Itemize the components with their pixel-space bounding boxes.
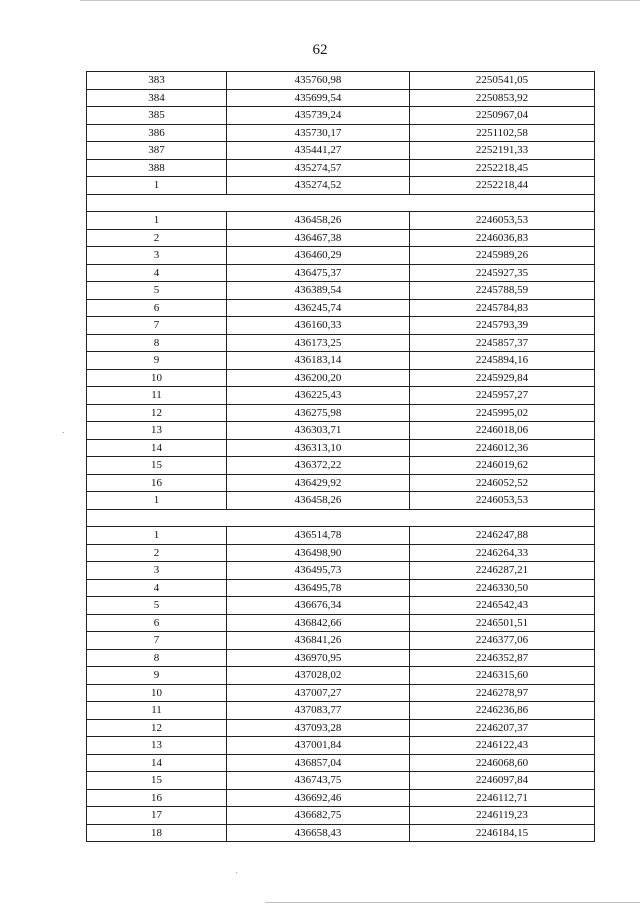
x-coordinate-cell: 435274,57 xyxy=(227,159,410,177)
y-coordinate-cell: 2246122,43 xyxy=(410,737,595,755)
coordinates-table xyxy=(86,71,595,842)
table-row xyxy=(87,737,595,755)
x-coordinate-cell: 436275,98 xyxy=(227,404,410,422)
x-coordinate-cell: 437001,84 xyxy=(227,737,410,755)
x-coordinate-cell: 436841,26 xyxy=(227,632,410,650)
point-number-cell: 2 xyxy=(87,229,227,247)
y-coordinate-cell: 2246053,53 xyxy=(410,492,595,510)
x-coordinate-cell: 436475,37 xyxy=(227,264,410,282)
point-number-cell: 14 xyxy=(87,439,227,457)
table-row xyxy=(87,702,595,720)
table-row xyxy=(87,264,595,282)
y-coordinate-cell: 2246097,84 xyxy=(410,772,595,790)
table-row xyxy=(87,334,595,352)
table-row xyxy=(87,667,595,685)
table-row xyxy=(87,527,595,545)
x-coordinate-cell: 436495,78 xyxy=(227,579,410,597)
x-coordinate-cell: 436498,90 xyxy=(227,544,410,562)
y-coordinate-cell: 2245929,84 xyxy=(410,369,595,387)
table-row xyxy=(87,299,595,317)
y-coordinate-cell: 2246053,53 xyxy=(410,212,595,230)
group-separator-cell xyxy=(87,194,595,212)
point-number-cell: 4 xyxy=(87,579,227,597)
table-row xyxy=(87,369,595,387)
point-number-cell: 10 xyxy=(87,369,227,387)
scan-edge-bottom xyxy=(265,902,640,903)
table-row xyxy=(87,614,595,632)
y-coordinate-cell: 2246278,97 xyxy=(410,684,595,702)
point-number-cell: 16 xyxy=(87,789,227,807)
x-coordinate-cell: 437093,28 xyxy=(227,719,410,737)
x-coordinate-cell: 436692,46 xyxy=(227,789,410,807)
x-coordinate-cell: 436313,10 xyxy=(227,439,410,457)
table-row xyxy=(87,107,595,125)
y-coordinate-cell: 2245989,26 xyxy=(410,247,595,265)
x-coordinate-cell: 436842,66 xyxy=(227,614,410,632)
group-separator-row xyxy=(87,194,595,212)
x-coordinate-cell: 436514,78 xyxy=(227,527,410,545)
x-coordinate-cell: 435760,98 xyxy=(227,72,410,90)
point-number-cell: 386 xyxy=(87,124,227,142)
x-coordinate-cell: 436458,26 xyxy=(227,492,410,510)
point-number-cell: 6 xyxy=(87,299,227,317)
y-coordinate-cell: 2246315,60 xyxy=(410,667,595,685)
table-row xyxy=(87,807,595,825)
x-coordinate-cell: 436389,54 xyxy=(227,282,410,300)
table-row xyxy=(87,457,595,475)
point-number-cell: 10 xyxy=(87,684,227,702)
table-row xyxy=(87,597,595,615)
x-coordinate-cell: 435739,24 xyxy=(227,107,410,125)
point-number-cell: 13 xyxy=(87,422,227,440)
x-coordinate-cell: 436160,33 xyxy=(227,317,410,335)
point-number-cell: 1 xyxy=(87,492,227,510)
point-number-cell: 7 xyxy=(87,317,227,335)
table-row xyxy=(87,404,595,422)
point-number-cell: 1 xyxy=(87,177,227,195)
x-coordinate-cell: 436372,22 xyxy=(227,457,410,475)
point-number-cell: 11 xyxy=(87,387,227,405)
y-coordinate-cell: 2250967,04 xyxy=(410,107,595,125)
x-coordinate-cell: 436658,43 xyxy=(227,824,410,842)
y-coordinate-cell: 2246112,71 xyxy=(410,789,595,807)
point-number-cell: 4 xyxy=(87,264,227,282)
point-number-cell: 384 xyxy=(87,89,227,107)
x-coordinate-cell: 437028,02 xyxy=(227,667,410,685)
y-coordinate-cell: 2245995,02 xyxy=(410,404,595,422)
table-row xyxy=(87,649,595,667)
y-coordinate-cell: 2246501,51 xyxy=(410,614,595,632)
table-row xyxy=(87,212,595,230)
point-number-cell: 5 xyxy=(87,282,227,300)
point-number-cell: 8 xyxy=(87,649,227,667)
point-number-cell: 3 xyxy=(87,247,227,265)
x-coordinate-cell: 435274,52 xyxy=(227,177,410,195)
point-number-cell: 7 xyxy=(87,632,227,650)
y-coordinate-cell: 2246264,33 xyxy=(410,544,595,562)
y-coordinate-cell: 2246068,60 xyxy=(410,754,595,772)
table-row xyxy=(87,317,595,335)
table-row xyxy=(87,579,595,597)
table-row xyxy=(87,824,595,842)
y-coordinate-cell: 2246036,83 xyxy=(410,229,595,247)
x-coordinate-cell: 436303,71 xyxy=(227,422,410,440)
point-number-cell: 5 xyxy=(87,597,227,615)
y-coordinate-cell: 2246352,87 xyxy=(410,649,595,667)
y-coordinate-cell: 2251102,58 xyxy=(410,124,595,142)
point-number-cell: 15 xyxy=(87,772,227,790)
x-coordinate-cell: 436200,20 xyxy=(227,369,410,387)
point-number-cell: 9 xyxy=(87,352,227,370)
table-row xyxy=(87,177,595,195)
x-coordinate-cell: 436857,04 xyxy=(227,754,410,772)
table-row xyxy=(87,352,595,370)
y-coordinate-cell: 2246542,43 xyxy=(410,597,595,615)
x-coordinate-cell: 436460,29 xyxy=(227,247,410,265)
coordinates-table-body xyxy=(87,72,595,842)
scan-speck xyxy=(63,432,64,433)
scan-edge-top xyxy=(80,0,640,1)
point-number-cell: 15 xyxy=(87,457,227,475)
group-separator-row xyxy=(87,509,595,527)
y-coordinate-cell: 2246052,52 xyxy=(410,474,595,492)
point-number-cell: 1 xyxy=(87,527,227,545)
x-coordinate-cell: 436495,73 xyxy=(227,562,410,580)
point-number-cell: 18 xyxy=(87,824,227,842)
point-number-cell: 2 xyxy=(87,544,227,562)
y-coordinate-cell: 2245784,83 xyxy=(410,299,595,317)
page-number: 62 xyxy=(312,42,328,58)
x-coordinate-cell: 435441,27 xyxy=(227,142,410,160)
x-coordinate-cell: 436676,34 xyxy=(227,597,410,615)
x-coordinate-cell: 436225,43 xyxy=(227,387,410,405)
point-number-cell: 11 xyxy=(87,702,227,720)
x-coordinate-cell: 436743,75 xyxy=(227,772,410,790)
y-coordinate-cell: 2246012,36 xyxy=(410,439,595,457)
table-row xyxy=(87,89,595,107)
point-number-cell: 17 xyxy=(87,807,227,825)
point-number-cell: 383 xyxy=(87,72,227,90)
x-coordinate-cell: 436682,75 xyxy=(227,807,410,825)
y-coordinate-cell: 2252218,44 xyxy=(410,177,595,195)
table-row xyxy=(87,754,595,772)
point-number-cell: 13 xyxy=(87,737,227,755)
y-coordinate-cell: 2246184,15 xyxy=(410,824,595,842)
table-row xyxy=(87,544,595,562)
y-coordinate-cell: 2250853,92 xyxy=(410,89,595,107)
y-coordinate-cell: 2252218,45 xyxy=(410,159,595,177)
x-coordinate-cell: 436467,38 xyxy=(227,229,410,247)
table-row xyxy=(87,772,595,790)
x-coordinate-cell: 436183,14 xyxy=(227,352,410,370)
point-number-cell: 6 xyxy=(87,614,227,632)
y-coordinate-cell: 2246287,21 xyxy=(410,562,595,580)
table-row xyxy=(87,422,595,440)
table-row xyxy=(87,789,595,807)
x-coordinate-cell: 436458,26 xyxy=(227,212,410,230)
scan-speck xyxy=(236,872,237,873)
table-row xyxy=(87,142,595,160)
table-row xyxy=(87,492,595,510)
table-row xyxy=(87,387,595,405)
x-coordinate-cell: 435699,54 xyxy=(227,89,410,107)
x-coordinate-cell: 436173,25 xyxy=(227,334,410,352)
y-coordinate-cell: 2245788,59 xyxy=(410,282,595,300)
table-row xyxy=(87,684,595,702)
x-coordinate-cell: 437083,77 xyxy=(227,702,410,720)
table-row xyxy=(87,282,595,300)
y-coordinate-cell: 2245857,37 xyxy=(410,334,595,352)
table-row xyxy=(87,439,595,457)
y-coordinate-cell: 2252191,33 xyxy=(410,142,595,160)
y-coordinate-cell: 2246019,62 xyxy=(410,457,595,475)
y-coordinate-cell: 2246330,50 xyxy=(410,579,595,597)
point-number-cell: 12 xyxy=(87,404,227,422)
table-row xyxy=(87,72,595,90)
x-coordinate-cell: 435730,17 xyxy=(227,124,410,142)
point-number-cell: 387 xyxy=(87,142,227,160)
point-number-cell: 8 xyxy=(87,334,227,352)
y-coordinate-cell: 2246247,88 xyxy=(410,527,595,545)
point-number-cell: 3 xyxy=(87,562,227,580)
y-coordinate-cell: 2246207,37 xyxy=(410,719,595,737)
point-number-cell: 9 xyxy=(87,667,227,685)
table-row xyxy=(87,247,595,265)
table-row xyxy=(87,229,595,247)
table-row xyxy=(87,632,595,650)
y-coordinate-cell: 2246236,86 xyxy=(410,702,595,720)
point-number-cell: 12 xyxy=(87,719,227,737)
y-coordinate-cell: 2245927,35 xyxy=(410,264,595,282)
table-row xyxy=(87,124,595,142)
point-number-cell: 16 xyxy=(87,474,227,492)
x-coordinate-cell: 437007,27 xyxy=(227,684,410,702)
y-coordinate-cell: 2246377,06 xyxy=(410,632,595,650)
y-coordinate-cell: 2245894,16 xyxy=(410,352,595,370)
y-coordinate-cell: 2246119,23 xyxy=(410,807,595,825)
point-number-cell: 388 xyxy=(87,159,227,177)
table-row xyxy=(87,474,595,492)
y-coordinate-cell: 2250541,05 xyxy=(410,72,595,90)
point-number-cell: 14 xyxy=(87,754,227,772)
y-coordinate-cell: 2245793,39 xyxy=(410,317,595,335)
x-coordinate-cell: 436245,74 xyxy=(227,299,410,317)
table-row xyxy=(87,719,595,737)
x-coordinate-cell: 436970,95 xyxy=(227,649,410,667)
point-number-cell: 385 xyxy=(87,107,227,125)
x-coordinate-cell: 436429,92 xyxy=(227,474,410,492)
table-row xyxy=(87,159,595,177)
group-separator-cell xyxy=(87,509,595,527)
point-number-cell: 1 xyxy=(87,212,227,230)
y-coordinate-cell: 2246018,06 xyxy=(410,422,595,440)
y-coordinate-cell: 2245957,27 xyxy=(410,387,595,405)
table-row xyxy=(87,562,595,580)
